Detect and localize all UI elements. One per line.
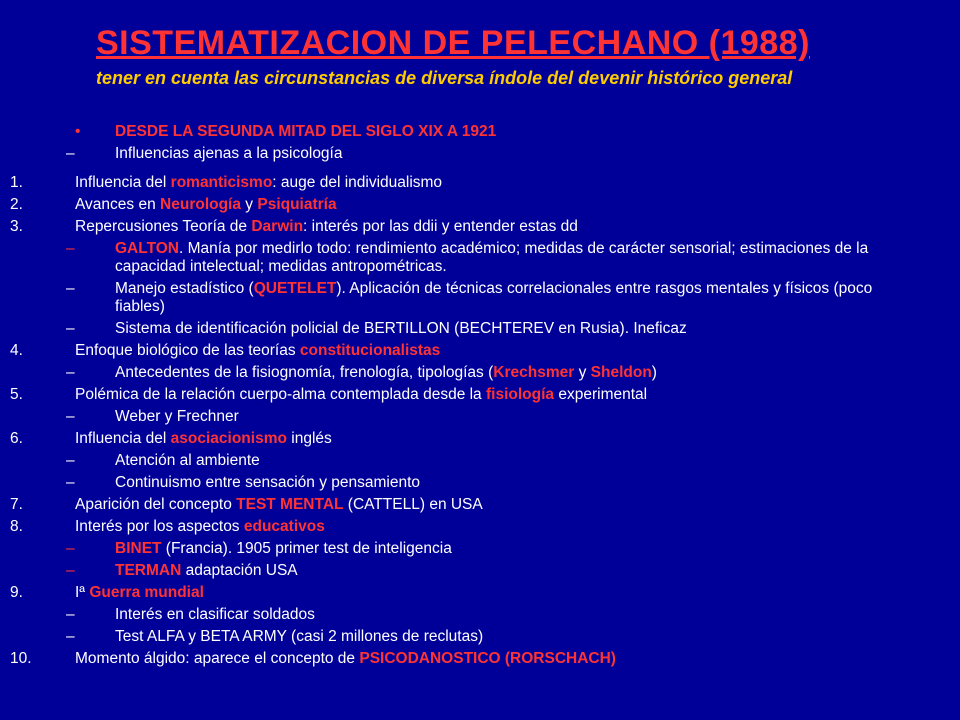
item-text: : auge del individualismo — [272, 174, 443, 191]
bullet-marker: • — [75, 123, 81, 140]
item-text: Enfoque biológico de las teorías — [75, 342, 300, 359]
item-text: Sistema de identificación policial de BERTILLON (BECHTEREV en Rusia). Ineficaz — [115, 320, 687, 337]
item-text: Manejo estadístico ( — [115, 280, 254, 297]
item-highlight: PSICODANOSTICO (RORSCHACH) — [359, 650, 616, 667]
item-text: Interés en clasificar soldados — [115, 606, 315, 623]
list-item — [0, 218, 960, 236]
item-highlight: romanticismo — [170, 174, 273, 191]
dash-marker: – — [66, 628, 75, 645]
item-number: 1. — [10, 174, 23, 191]
list-item — [0, 584, 960, 602]
dash-marker: – — [66, 606, 75, 623]
sub-item — [0, 280, 960, 316]
spacer — [0, 163, 960, 174]
dash-marker: – — [66, 562, 75, 579]
item-highlight: Sheldon — [590, 364, 652, 381]
list-item — [0, 342, 960, 360]
item-text: y — [240, 196, 258, 213]
item-highlight: Krechsmer — [493, 364, 575, 381]
dash-marker: – — [66, 364, 75, 381]
item-text: Test ALFA y BETA ARMY (casi 2 millones de reclutas) — [115, 628, 484, 645]
item-text: Aparición del concepto — [75, 496, 237, 513]
dash-marker: – — [66, 145, 75, 162]
item-text: (Francia). 1905 primer test de inteligencia — [161, 540, 452, 557]
item-text: Interés por los aspectos — [75, 518, 244, 535]
sub-item — [0, 628, 960, 646]
sub-item — [0, 408, 960, 426]
item-text: y — [574, 364, 591, 381]
intro-dash-text: Influencias ajenas a la psicología — [115, 145, 343, 162]
item-highlight: educativos — [243, 518, 325, 535]
item-text: Influencia del — [75, 174, 171, 191]
item-text: Antecedentes de la fisiognomía, frenología, tipologías ( — [115, 364, 494, 381]
item-text: Avances en — [75, 196, 161, 213]
item-highlight: Neurología — [160, 196, 241, 213]
item-highlight: Darwin — [251, 218, 304, 235]
dash-marker: – — [66, 474, 75, 491]
item-text: Polémica de la relación cuerpo-alma contemplada desde la — [75, 386, 486, 403]
item-highlight: GALTON — [115, 240, 180, 257]
item-text: Momento álgido: aparece el concepto de — [75, 650, 360, 667]
list-item — [0, 518, 960, 536]
list-item — [0, 650, 960, 668]
section-heading — [0, 123, 960, 141]
dash-marker: – — [66, 452, 75, 469]
list-item — [0, 430, 960, 448]
item-text: . Manía por medirlo todo: rendimiento académico; medidas de carácter sensorial; estimaciones de la capacidad intelectual; medidas antropométricas. — [115, 240, 869, 275]
item-number: 9. — [10, 584, 23, 601]
item-text: inglés — [286, 430, 332, 447]
item-text: Iª — [75, 584, 90, 601]
item-text: (CATTELL) en USA — [343, 496, 483, 513]
item-number: 3. — [10, 218, 23, 235]
item-text: Atención al ambiente — [115, 452, 260, 469]
item-highlight: Psiquiatría — [257, 196, 337, 213]
list-item — [0, 174, 960, 192]
slide-title: SISTEMATIZACION DE PELECHANO (1988) — [96, 24, 810, 62]
sub-item — [0, 240, 960, 276]
item-number: 2. — [10, 196, 23, 213]
list-item — [0, 196, 960, 214]
list-item — [0, 386, 960, 404]
item-number: 6. — [10, 430, 23, 447]
dash-marker: – — [66, 540, 75, 557]
sub-item — [0, 474, 960, 492]
sub-item — [0, 562, 960, 580]
item-highlight: constitucionalistas — [299, 342, 441, 359]
item-highlight: fisiología — [486, 386, 555, 403]
item-number: 7. — [10, 496, 23, 513]
sub-item — [0, 606, 960, 624]
slide-content — [0, 123, 960, 668]
sub-item — [0, 452, 960, 470]
item-number: 8. — [10, 518, 23, 535]
sub-item — [0, 540, 960, 558]
item-number: 4. — [10, 342, 23, 359]
dash-marker: – — [66, 408, 75, 425]
item-highlight: TEST MENTAL — [236, 496, 344, 513]
item-text: ) — [651, 364, 657, 381]
item-text: Continuismo entre sensación y pensamiento — [115, 474, 421, 491]
item-text: Weber y Frechner — [115, 408, 239, 425]
item-highlight: BINET — [115, 540, 162, 557]
item-highlight: TERMAN — [115, 562, 182, 579]
item-highlight: asociacionismo — [170, 430, 287, 447]
item-number: 10. — [10, 650, 32, 667]
section-heading-text: DESDE LA SEGUNDA MITAD DEL SIGLO XIX A 1921 — [115, 123, 497, 140]
item-text: experimental — [554, 386, 648, 403]
sub-item — [0, 320, 960, 338]
slide-subtitle: tener en cuenta las circunstancias de diversa índole del devenir histórico general — [96, 68, 793, 88]
list-item — [0, 496, 960, 514]
sub-item — [0, 364, 960, 382]
dash-marker: – — [66, 240, 75, 257]
item-text: Repercusiones Teoría de — [75, 218, 252, 235]
item-highlight: QUETELET — [253, 280, 337, 297]
dash-marker: – — [66, 320, 75, 337]
intro-dash-item — [0, 145, 960, 163]
item-text: : interés por las ddii y entender estas dd — [303, 218, 578, 235]
item-text: ). Aplicación de técnicas correlacionales entre rasgos mentales y físicos (poco fiables) — [115, 280, 873, 315]
item-text: adaptación USA — [181, 562, 298, 579]
item-number: 5. — [10, 386, 23, 403]
dash-marker: – — [66, 280, 75, 297]
item-highlight: Guerra mundial — [89, 584, 204, 601]
item-text: Influencia del — [75, 430, 171, 447]
